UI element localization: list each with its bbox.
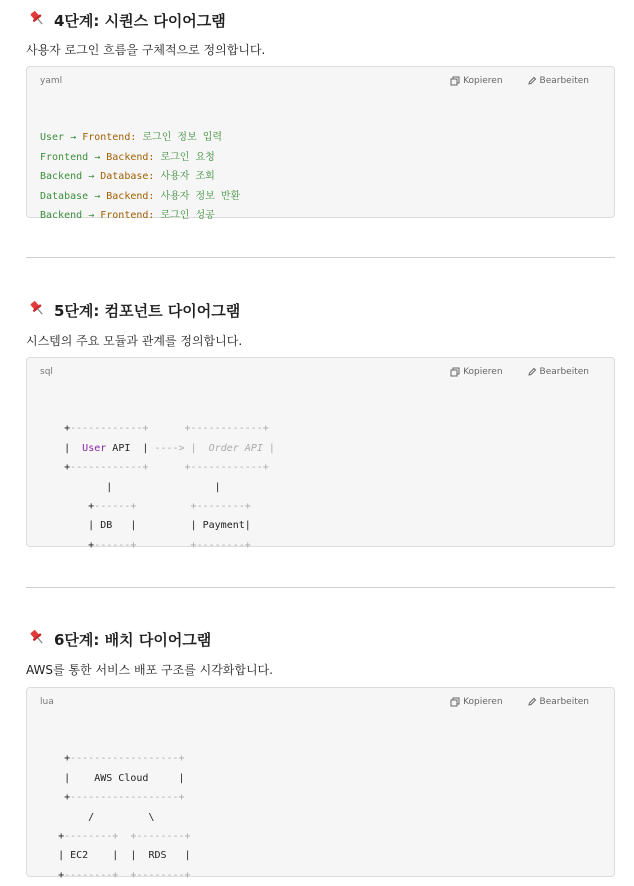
pushpin-icon [28, 299, 48, 321]
copy-icon [450, 76, 460, 86]
code-toolbar [450, 76, 589, 86]
code-line: | AWS Cloud | [64, 772, 185, 784]
pencil-icon [527, 697, 537, 707]
code-line: User → Frontend: 로그인 정보 입력 [40, 132, 223, 144]
code-language-label: yaml [40, 76, 63, 86]
code-block-sql [26, 357, 615, 551]
code-block-lua [26, 687, 615, 881]
step4-heading [28, 9, 226, 31]
code-line: +--------+ +--------+ [58, 831, 191, 843]
section-title: 5단계: 컴포넌트 다이어그램 [54, 301, 241, 320]
code-line: Frontend → Backend: 로그인 요청 [40, 151, 215, 163]
step6-description: AWS를 통한 서비스 배포 구조를 시각화합니다. [26, 663, 273, 677]
code-line: / \ [88, 811, 155, 823]
code-toolbar [450, 367, 589, 377]
code-language-label: sql [40, 367, 53, 377]
code-line: | User API | ----> | Order API | [64, 442, 275, 454]
copy-label: Kopieren [463, 76, 503, 86]
code-line: +------------------+ [64, 753, 185, 765]
edit-button[interactable] [527, 697, 589, 707]
code-line: | EC2 | | RDS | [58, 850, 191, 862]
copy-label: Kopieren [463, 697, 503, 707]
edit-label: Bearbeiten [539, 367, 589, 377]
edit-label: Bearbeiten [539, 697, 589, 707]
pushpin-icon [28, 9, 48, 31]
code-line: | | [106, 481, 221, 493]
copy-button[interactable] [450, 697, 502, 707]
code-line: | DB | | Payment| [88, 520, 251, 532]
edit-button[interactable] [527, 76, 589, 86]
code-language-label: lua [40, 697, 54, 707]
copy-icon [450, 367, 460, 377]
code-line: +------+ +--------+ [88, 501, 251, 513]
step5-heading [28, 299, 240, 321]
code-content [40, 109, 240, 264]
code-toolbar [450, 697, 589, 707]
pushpin-icon [28, 628, 48, 650]
section-divider [26, 257, 615, 258]
code-line: Backend → Database: 사용자 조회 [40, 171, 215, 183]
code-line: +------------+ +------------+ [64, 423, 269, 435]
pencil-icon [527, 367, 537, 377]
pencil-icon [527, 76, 537, 86]
code-line: Backend → Frontend: 로그인 성공 [40, 210, 215, 222]
code-line: Database → Backend: 사용자 정보 반환 [40, 190, 241, 202]
code-line: +------------------+ [64, 792, 185, 804]
copy-button[interactable] [450, 367, 502, 377]
code-line: +------+ +--------+ [88, 539, 251, 551]
section-title: 6단계: 배치 다이어그램 [54, 630, 212, 649]
code-content [40, 730, 191, 886]
page-title: 4단계: 시퀀스 다이어그램 [54, 11, 226, 30]
step6-heading [28, 628, 211, 650]
edit-label: Bearbeiten [539, 76, 589, 86]
code-line: +------------+ +------------+ [64, 462, 269, 474]
copy-icon [450, 697, 460, 707]
section-divider [26, 587, 615, 588]
code-line: +--------+ +--------+ [58, 869, 191, 881]
code-block-yaml [26, 66, 615, 222]
step4-description: 사용자 로그인 흐름을 구체적으로 정의합니다. [26, 43, 266, 57]
code-content [40, 400, 275, 594]
copy-label: Kopieren [463, 367, 503, 377]
step5-description: 시스템의 주요 모듈과 관계를 정의합니다. [26, 334, 243, 348]
copy-button[interactable] [450, 76, 502, 86]
edit-button[interactable] [527, 367, 589, 377]
